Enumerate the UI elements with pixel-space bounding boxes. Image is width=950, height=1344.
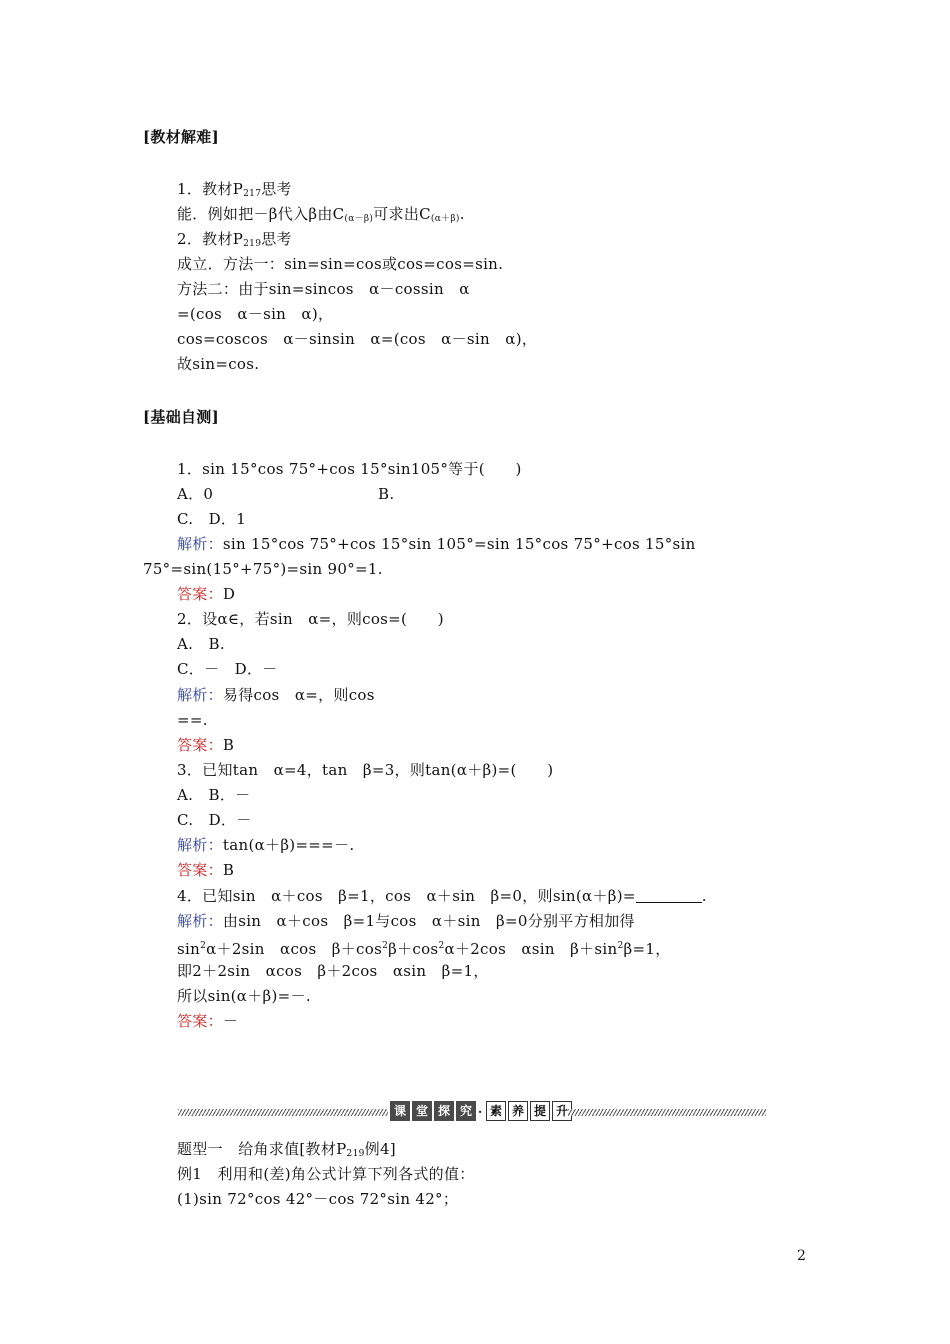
problem-2-analysis-cont: ==. bbox=[177, 711, 208, 729]
banner-char: 提 bbox=[530, 1101, 550, 1121]
question-type-heading: 题型一 给角求值[教材$P_{219}$例4] bbox=[177, 1140, 396, 1159]
analysis-label: 解析： bbox=[177, 836, 223, 854]
problem-1-analysis: 解析：sin 15°cos 75°+cos 15°sin 105°=sin 15°cos 75°+cos 15°sin bbox=[177, 535, 696, 553]
problem-2-answer: 答案：B bbox=[177, 736, 235, 754]
section-title-textbook: [教材解难] bbox=[143, 128, 219, 146]
problem-1-answer: 答案：D bbox=[177, 585, 236, 603]
textbook-line-5: 故sin=cos. bbox=[177, 355, 260, 373]
problem-4-question: 4．已知sin α＋cos β=1，cos α＋sin β=0，则sin(α＋β)= . bbox=[177, 887, 707, 905]
textbook-line-4: cos=coscos α－sinsin α=(cos α－sin α)， bbox=[177, 330, 538, 348]
banner-separator: · bbox=[478, 1105, 483, 1119]
banner-hatch-right bbox=[568, 1109, 766, 1116]
problem-4-analysis-eq: $\sin^2\alpha+2\sin$ αcos $\beta+\cos^2\beta+\cos^2\alpha+2\cos$ αsin $\beta+\sin^2\beta=1$， bbox=[177, 940, 671, 958]
answer-label: 答案： bbox=[177, 1012, 223, 1030]
problem-2-options-ab: A. B. bbox=[177, 635, 225, 653]
textbook-q2: 2．教材$P_{219}$思考 bbox=[177, 230, 292, 249]
textbook-line-2: 方法二：由于sin=sincos α－cossin α bbox=[177, 280, 470, 298]
analysis-label: 解析： bbox=[177, 535, 223, 553]
banner-hatch-left bbox=[178, 1109, 388, 1116]
banner-char: 升 bbox=[552, 1101, 572, 1121]
answer-label: 答案： bbox=[177, 861, 223, 879]
answer-label: 答案： bbox=[177, 585, 223, 603]
textbook-line-3: =(cos α－sin α)， bbox=[177, 305, 334, 323]
analysis-label: 解析： bbox=[177, 912, 223, 930]
banner-char: 探 bbox=[434, 1101, 454, 1121]
textbook-a1: 能．例如把－β代入β由$C_{(\alpha-\beta)}$可求出$C_{(\alpha+\beta)}$. bbox=[177, 205, 465, 224]
banner-char: 养 bbox=[508, 1101, 528, 1121]
analysis-label: 解析： bbox=[177, 686, 223, 704]
section-title-selftest: [基础自测] bbox=[143, 408, 219, 426]
example-1-prompt: 例1 利用和(差)角公式计算下列各式的值： bbox=[177, 1165, 475, 1183]
problem-4-analysis-3: 即2＋2sin αcos β＋2cos αsin β=1， bbox=[177, 962, 489, 980]
banner-char: 堂 bbox=[412, 1101, 432, 1121]
problem-2-question: 2．设α∈，若sin α=，则cos=( ) bbox=[177, 610, 444, 628]
textbook-line-1: 成立．方法一：sin=sin=cos或cos=cos=sin. bbox=[177, 255, 504, 273]
page-number: 2 bbox=[797, 1248, 806, 1264]
problem-3-analysis: 解析：tan(α＋β)===－. bbox=[177, 836, 355, 854]
section-banner bbox=[178, 1101, 766, 1123]
problem-1-question: 1．sin 15°cos 75°+cos 15°sin105°等于( ) bbox=[177, 460, 522, 478]
problem-2-options-cd: C．－ D．－ bbox=[177, 660, 278, 678]
textbook-q1: 1．教材$P_{217}$思考 bbox=[177, 180, 292, 199]
problem-1-option-a: A．0 bbox=[177, 485, 214, 503]
problem-3-options-cd: C. D．－ bbox=[177, 811, 252, 829]
problem-4-analysis-4: 所以sin(α＋β)=－. bbox=[177, 987, 311, 1005]
banner-char: 课 bbox=[390, 1101, 410, 1121]
banner-char: 素 bbox=[486, 1101, 506, 1121]
banner-tag-classroom bbox=[390, 1101, 476, 1121]
example-1-part-1: (1)sin 72°cos 42°－cos 72°sin 42°； bbox=[177, 1190, 459, 1208]
answer-label: 答案： bbox=[177, 736, 223, 754]
problem-1-option-b: B. bbox=[378, 485, 395, 503]
answer-blank bbox=[636, 890, 702, 903]
problem-3-options-ab: A. B．－ bbox=[177, 786, 251, 804]
banner-char: 究 bbox=[456, 1101, 476, 1121]
banner-tag-literacy bbox=[486, 1101, 572, 1121]
problem-1-options-cd: C. D．1 bbox=[177, 510, 247, 528]
problem-1-analysis-cont: 75°=sin(15°+75°)=sin 90°=1. bbox=[143, 560, 383, 578]
problem-3-answer: 答案：B bbox=[177, 861, 235, 879]
problem-4-answer: 答案：－ bbox=[177, 1012, 239, 1030]
problem-3-question: 3．已知tan α=4，tan β=3，则tan(α＋β)=( ) bbox=[177, 761, 554, 779]
problem-4-analysis: 解析：由sin α＋cos β=1与cos α＋sin β=0分别平方相加得 bbox=[177, 912, 635, 930]
problem-2-analysis: 解析：易得cos α=，则cos bbox=[177, 686, 375, 704]
